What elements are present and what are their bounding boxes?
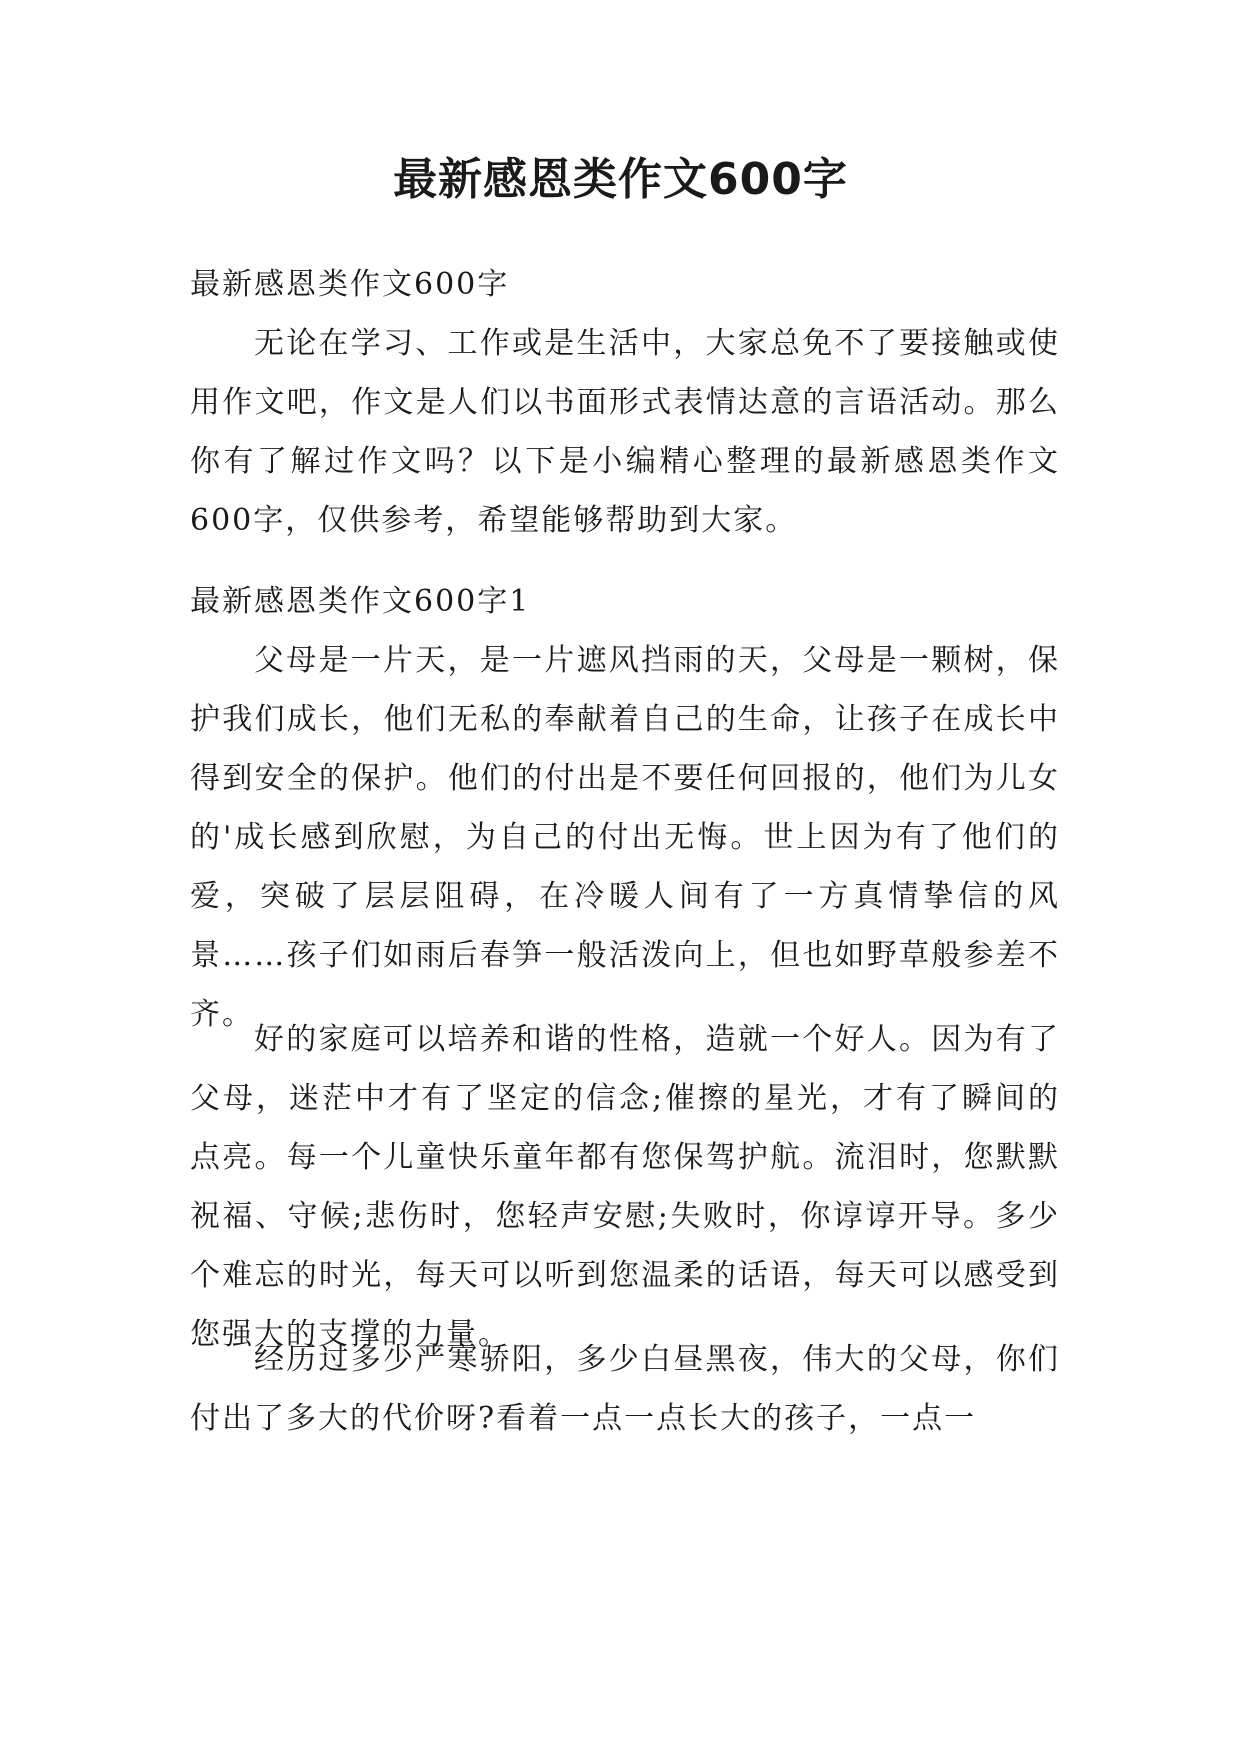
paragraph-2: 好的家庭可以培养和谐的性格，造就一个好人。因为有了父母，迷茫中才有了坚定的信念;催擦的星光，才有了瞬间的点亮。每一个儿童快乐童年都有您保驾护航。流泪时，您默默祝福、守候;悲伤时，您轻声安慰;失败时，你谆谆开导。多少个难忘的时光，每天可以听到您温柔的话语，每天可以感受到您强大的支撑的力量。 <box>190 1022 1060 1352</box>
section-heading-1: 最新感恩类作文600字1 <box>190 584 531 619</box>
intro-paragraph: 无论在学习、工作或是生活中，大家总免不了要接触或使用作文吧，作文是人们以书面形式表情达意的言语活动。那么你有了解过作文吗？以下是小编精心整理的最新感恩类作文600字，仅供参考，希望能够帮助到大家。 <box>190 326 1060 538</box>
paragraph-3: 经历过多少严寒骄阳，多少白昼黑夜，伟大的父母，你们付出了多大的代价呀?看着一点一点长大的孩子，一点一 <box>190 1342 1060 1436</box>
document-title: 最新感恩类作文600字 <box>393 154 848 205</box>
paragraph-1: 父母是一片天，是一片遮风挡雨的天，父母是一颗树，保护我们成长，他们无私的奉献着自己的生命，让孩子在成长中得到安全的保护。他们的付出是不要任何回报的，他们为儿女的'成长感到欣慰，为自己的付出无悔。世上因为有了他们的爱，突破了层层阻碍，在冷暖人间有了一方真情挚信的风景……孩子们如雨后春笋一般活泼向上，但也如野草般参差不齐。 <box>190 643 1060 1032</box>
section-heading: 最新感恩类作文600字 <box>190 267 510 302</box>
